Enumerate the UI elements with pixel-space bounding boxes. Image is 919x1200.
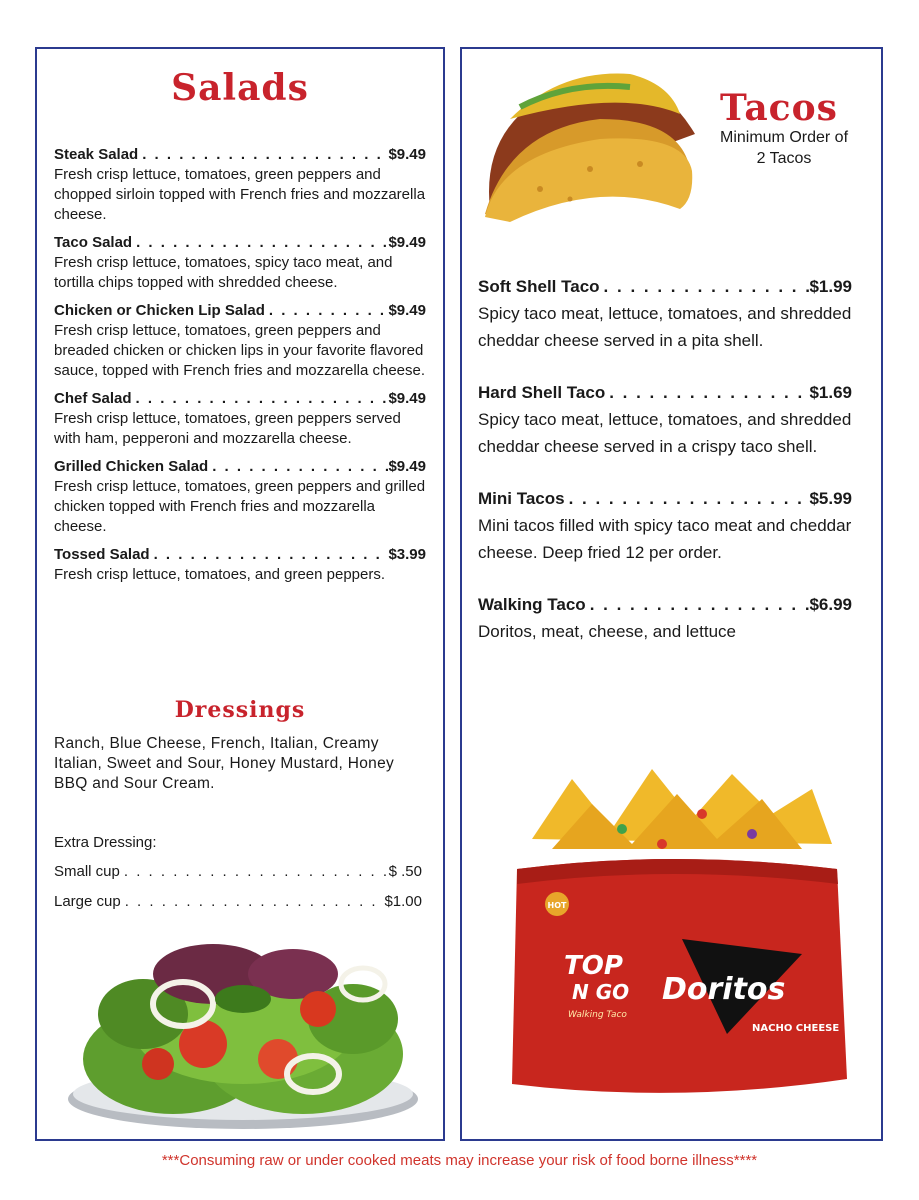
salads-title: Salads [171,67,309,109]
item-name: Mini Tacos [478,489,565,508]
item-name: Soft Shell Taco [478,277,600,296]
item-name: Tossed Salad [54,546,150,563]
doritos-bag-image [502,759,852,1109]
salad-bowl-image [63,934,423,1134]
salad-item [54,301,426,381]
bag-top-text: TOP [564,951,623,981]
item-name: Grilled Chicken Salad [54,458,209,475]
item-description: Fresh crisp lettuce, tomatoes, green peppers served with ham, pepperoni and mozzarella cheese. [54,410,401,447]
salad-list [54,145,426,593]
dressings-list: Ranch, Blue Cheese, French, Italian, Creamy Italian, Sweet and Sour, Honey Mustard, Honey BBQ and Sour Cream. [54,735,395,792]
salad-item [54,545,426,585]
taco-item [478,274,852,354]
item-price: $1.99 [809,277,852,296]
taco-item [478,486,852,566]
tacos-title: Tacos [720,87,838,129]
extra-large-cup [54,893,422,910]
item-description: Fresh crisp lettuce, tomatoes, green peppers and chopped sirloin topped with French fries and mozzarella cheese. [54,166,426,223]
extra-small-price: $ .50 [388,863,422,880]
item-name: Steak Salad [54,146,139,163]
extra-small-cup [54,863,422,880]
item-description: Fresh crisp lettuce, tomatoes, spicy taco meat, and tortilla chips topped with shredded cheese. [54,254,393,291]
item-price: $9.49 [388,458,426,475]
taco-item [478,592,852,645]
item-description: Fresh crisp lettuce, tomatoes, green peppers and grilled chicken topped with French fries and mozzarella cheese. [54,478,426,535]
item-name: Taco Salad [54,234,133,251]
item-price: $1.69 [809,383,852,402]
food-safety-disclaimer: ***Consuming raw or under cooked meats may increase your risk of food borne illness**** [161,1152,758,1169]
item-price: $9.49 [388,146,426,163]
item-description: Fresh crisp lettuce, tomatoes, green peppers and breaded chicken or chicken lips in your favorite flavored sauce, topped with French fries and mozzarella cheese. [54,322,426,379]
extra-large-label: Large cup [54,893,121,910]
tacos-panel [460,47,883,1141]
item-price: $9.49 [388,390,426,407]
item-name: Walking Taco [478,595,586,614]
taco-list [478,274,852,671]
salad-item [54,233,426,293]
salad-item [54,389,426,449]
salad-item [54,457,426,537]
item-price: $3.99 [388,546,426,563]
item-price: $6.99 [809,595,852,614]
salad-item [54,145,426,225]
bag-ngo-text: N GO [572,980,630,1004]
bag-flavor-text: NACHO CHEESE [752,1023,840,1034]
item-price: $9.49 [388,302,426,319]
item-description: Mini tacos filled with spicy taco meat and cheddar cheese. Deep fried 12 per order. [478,516,852,562]
item-name: Chef Salad [54,390,132,407]
item-description: Fresh crisp lettuce, tomatoes, and green peppers. [54,566,386,583]
salads-panel [35,47,445,1141]
item-price: $9.49 [388,234,426,251]
item-price: $5.99 [809,489,852,508]
extra-large-price: $1.00 [384,893,422,910]
bag-doritos-text: Doritos [662,972,786,1007]
item-name: Hard Shell Taco [478,383,606,402]
item-description: Spicy taco meat, lettuce, tomatoes, and shredded cheddar cheese served in a crispy taco shell. [478,410,852,456]
taco-item [478,380,852,460]
hot-badge: HOT [547,901,567,910]
extra-dressing-label: Extra Dressing: [54,834,157,851]
item-description: Spicy taco meat, lettuce, tomatoes, and shredded cheddar cheese served in a pita shell. [478,304,852,350]
item-description: Doritos, meat, cheese, and lettuce [478,622,736,641]
dressings-title: Dressings [174,697,306,723]
tacos-minimum-order: Minimum Order of 2 Tacos [719,129,849,167]
item-name: Chicken or Chicken Lip Salad [54,302,265,319]
extra-small-label: Small cup [54,863,120,880]
bag-walking-taco-text: Walking Taco [568,1010,627,1020]
taco-image [480,59,700,224]
